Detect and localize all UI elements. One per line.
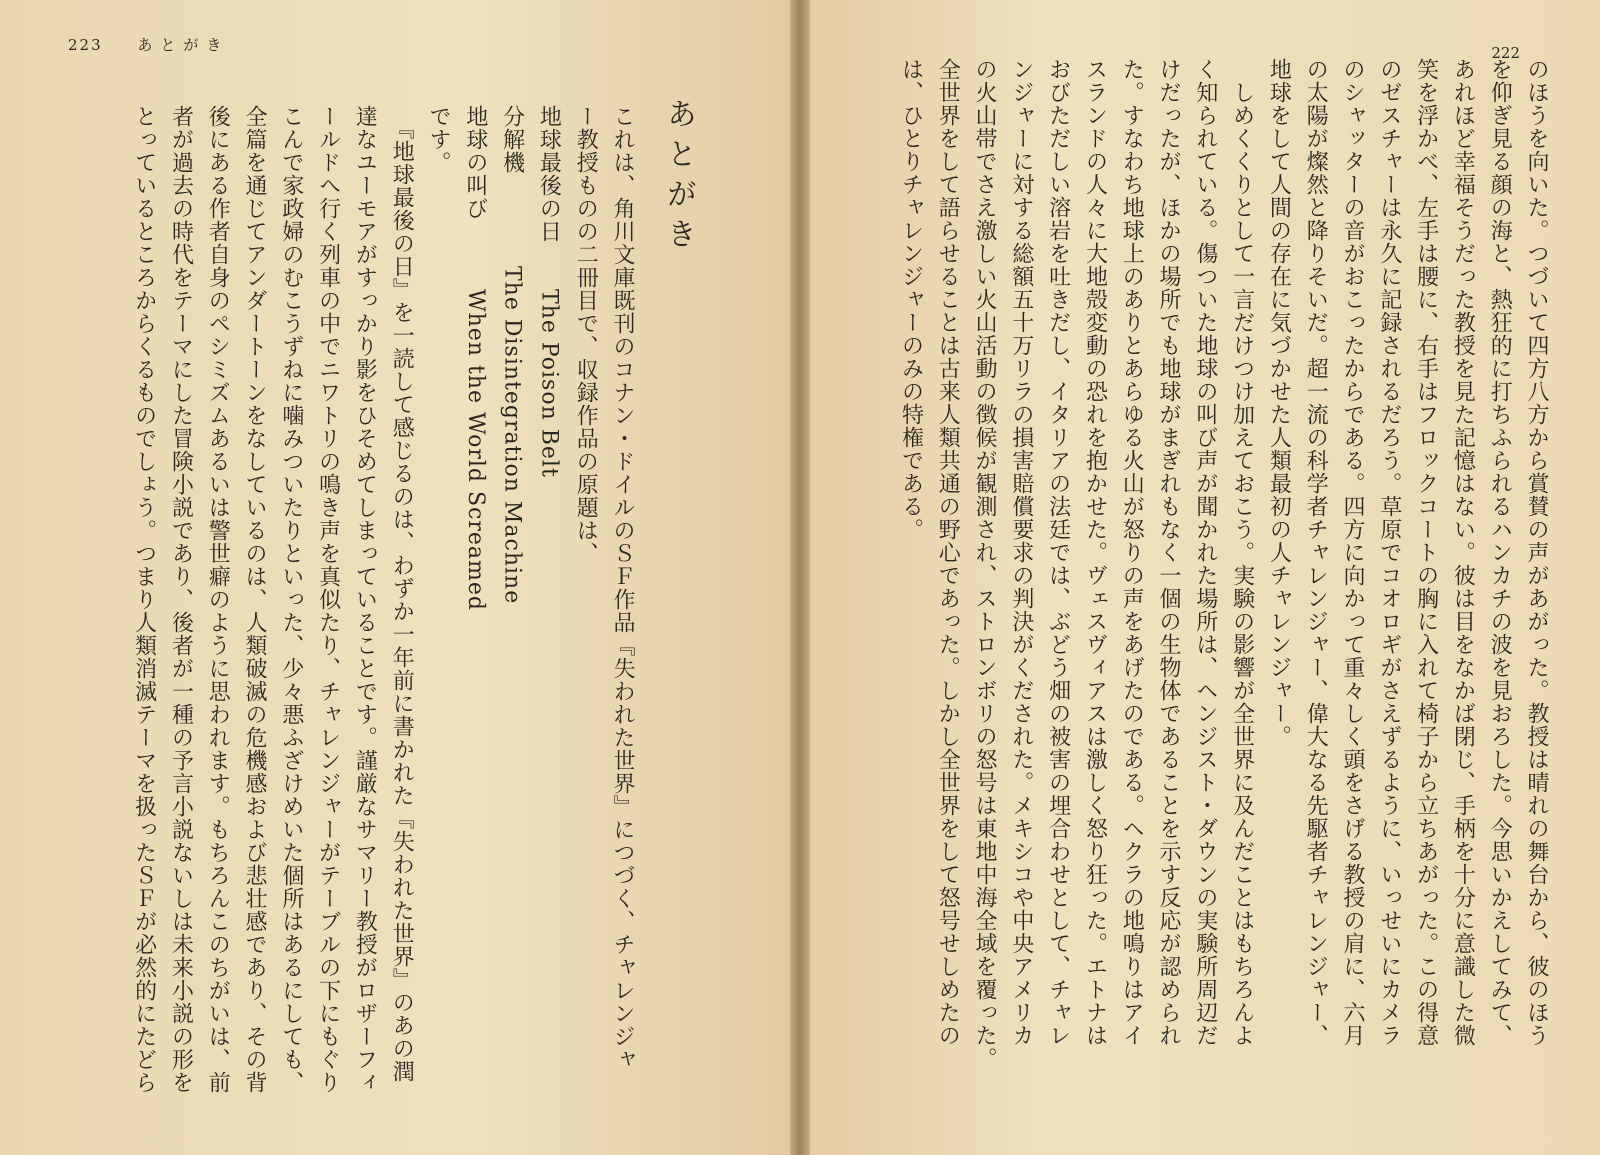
text-line: 笑を浮かべ、左手は腰に、右手はフロックコートの胸に入れて椅子から立ちあがった。この得意: [1413, 58, 1439, 1047]
left-page: [0, 0, 790, 1155]
text-line: 地球の叫び When the World Screamed: [462, 105, 488, 611]
text-line: 全世界をして語らせることは古来人類共通の野心であった。しかし全世界をして怒号せしめたの: [935, 58, 961, 1047]
text-line: スランドの人々に大地殻変動の恐れを抱かせた。ヴェスヴィアスは激しく怒り狂った。エトナは: [1082, 58, 1108, 1047]
text-line: のゼスチャーは永久に記録されるだろう。草原でコオロギがさえずるように、いっせいにカメラ: [1376, 58, 1402, 1047]
text-line: とっているところからくるものでしょう。つまり人類消滅テーマを扱ったＳＦが必然的にたどら: [131, 105, 157, 1094]
running-head-title: あとがき: [137, 36, 230, 54]
text-line: 地球をして人間の存在に気づかせた人類最初の人チャレンジャー。: [1266, 58, 1292, 748]
text-line: 者が過去の時代をテーマにした冒険小説であり、後者が一種の予言小説ないしは未来小説の形を: [168, 105, 194, 1094]
left-body-text: [125, 105, 640, 1105]
text-line: ールドへ行く列車の中でニワトリの鳴き声を真似たり、チャレンジャーがテーブルの下にもぐり: [315, 105, 341, 1094]
text-line: ンジャーに対する総額五十万リラの損害賠償要求の判決がくだされた。メキシコや中央アメリカ: [1008, 58, 1034, 1047]
text-line: 達なユーモアがすっかり影をひそめてしまっていることです。謹厳なサマリー教授がロザーフィ: [352, 105, 378, 1094]
text-line: 『地球最後の日』を一読して感じるのは、わずか一年前に書かれた『失われた世界』のあの潤: [389, 105, 415, 1083]
text-line: 地球最後の日 The Poison Belt: [536, 105, 562, 478]
text-line: あれほど幸福そうだった教授を見た記憶はない。彼は目をなかば閉じ、手柄を十分に意識した微: [1450, 58, 1476, 1047]
text-line: これは、角川文庫既刊のコナン・ドイルのＳＦ作品『失われた世界』につづく、チャレンジャ: [610, 105, 635, 1071]
text-line: しめくくりとして一言だけつけ加えておこう。実験の影響が全世界に及んだことはもちろんよ: [1229, 58, 1255, 1047]
chapter-heading: あとがき: [661, 98, 696, 258]
text-line: ー教授ものの二冊目で、収録作品の原題は、: [573, 105, 599, 565]
running-header: [68, 34, 229, 55]
text-line: 分解機 The Disintegration Machine: [499, 105, 525, 605]
right-body-text: [892, 58, 1554, 1118]
text-line: 全篇を通じてアンダートーンをなしているのは、人類破滅の危機感および悲壮感であり、その背: [242, 105, 268, 1094]
text-line: のシャッターの音がおこったからである。四方に向かって重々しく頭をさげる教授の肩に、六月: [1340, 58, 1366, 1047]
book-gutter: [790, 0, 810, 1155]
text-line: の火山帯でさえ激しい火山活動の徴候が観測され、ストロンボリの怒号は東地中海全域を覆った。: [972, 58, 998, 1070]
text-line: く知られている。傷ついた地球の叫び声が聞かれた場所は、ヘンジスト・ダウンの実験所周辺だ: [1192, 58, 1218, 1047]
text-line: です。: [426, 105, 452, 174]
text-line: おびただしい溶岩を吐きだし、イタリアの法廷では、ぶどう畑の被害の埋合わせとして、チャレ: [1045, 58, 1071, 1047]
text-line: 後にある作者自身のペシミズムあるいは警世癖のように思われます。もちろんこのちがいは、前: [205, 105, 231, 1094]
right-page: [810, 0, 1600, 1155]
text-line: こんで家政婦のむこうずねに噛みついたりといった、少々悪ふざけめいた個所はあるにしても、: [278, 105, 304, 1094]
text-line: の太陽が燦然と降りそいだ。超一流の科学者チャレンジャー、偉大なる先駆者チャレンジャー、: [1303, 58, 1329, 1047]
text-line: けだったが、ほかの場所でも地球がまぎれもなく一個の生物体であることを示す反応が認められ: [1156, 58, 1182, 1047]
text-line: は、ひとりチャレンジャーのみの特権である。: [898, 58, 924, 541]
text-line: た。すなわち地球上のありとあらゆる火山が怒りの声をあげたのである。ヘクラの地鳴りはアイ: [1119, 58, 1145, 1047]
page-number-right: 222: [1491, 44, 1520, 62]
page-number-left: 223: [68, 36, 103, 54]
text-line: のほうを向いた。つづいて四方八方から賞賛の声があがった。教授は晴れの舞台から、彼のほう: [1524, 58, 1549, 1047]
text-line: を仰ぎ見る顔の海と、熱狂的に打ちふられるハンカチの波を見おろした。今思いかえしてみて、: [1487, 58, 1513, 1047]
